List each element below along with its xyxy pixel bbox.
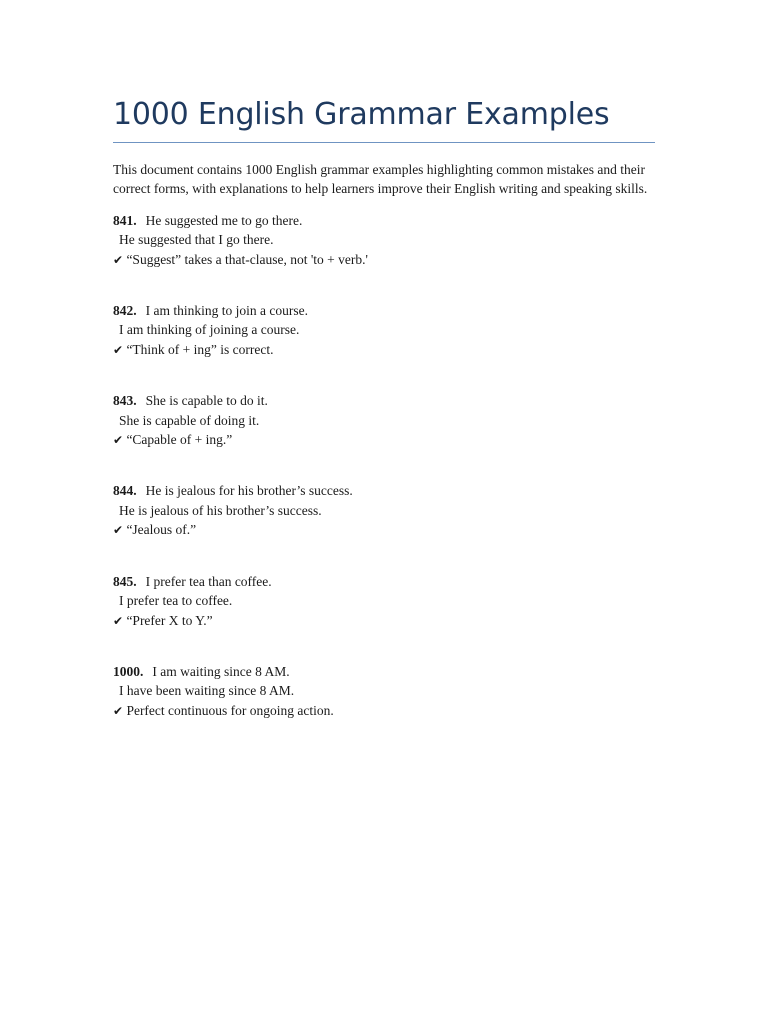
entry-number: 843. [113, 393, 137, 409]
grammar-entry [113, 211, 655, 270]
incorrect-sentence: I am thinking to join a course. [145, 303, 308, 319]
check-mark-icon: ✔ [113, 703, 124, 718]
explanation-line [113, 430, 655, 450]
explanation-text: “Prefer X to Y.” [126, 612, 213, 628]
incorrect-sentence: She is capable to do it. [145, 393, 268, 409]
incorrect-line [113, 481, 655, 500]
explanation-line [113, 340, 655, 360]
explanation-text: “Suggest” takes a that-clause, not 'to + verb.' [126, 251, 368, 267]
title-underline [113, 142, 655, 143]
grammar-entry [113, 572, 655, 631]
correct-sentence: She is capable of doing it. [119, 412, 260, 428]
check-mark-icon: ✔ [113, 613, 124, 628]
correct-sentence: I have been waiting since 8 AM. [119, 683, 295, 699]
explanation-line [113, 250, 655, 270]
explanation-text: “Think of + ing” is correct. [126, 341, 274, 357]
explanation-line [113, 611, 655, 631]
grammar-entry [113, 301, 655, 360]
correct-sentence: He is jealous of his brother’s success. [119, 502, 322, 518]
check-mark-icon: ✔ [113, 433, 124, 448]
correct-sentence: I am thinking of joining a course. [119, 322, 300, 338]
correct-sentence: I prefer tea to coffee. [119, 593, 233, 609]
intro-paragraph: This document contains 1000 English grammar examples highlighting common mistakes and their correct forms, with explanations to help learners improve their English writing and speaking skills. [113, 162, 648, 197]
incorrect-line [113, 662, 655, 681]
grammar-entry [113, 662, 655, 721]
document-page [113, 96, 655, 752]
incorrect-line [113, 391, 655, 410]
explanation-line [113, 520, 655, 540]
explanation-line [113, 701, 655, 721]
incorrect-line [113, 301, 655, 320]
entry-number: 844. [113, 483, 137, 499]
entry-number: 845. [113, 573, 137, 589]
check-mark-icon: ✔ [113, 523, 124, 538]
incorrect-sentence: He is jealous for his brother’s success. [145, 483, 353, 499]
explanation-text: “Jealous of.” [126, 522, 197, 538]
incorrect-line [113, 572, 655, 591]
check-mark-icon: ✔ [113, 252, 124, 267]
entry-number: 1000. [113, 663, 144, 679]
explanation-text: “Capable of + ing.” [126, 432, 233, 448]
document-title: 1000 English Grammar Examples [113, 97, 610, 132]
entry-number: 841. [113, 212, 137, 228]
grammar-entry [113, 481, 655, 540]
entry-number: 842. [113, 303, 137, 319]
correct-sentence: He suggested that I go there. [119, 232, 274, 248]
explanation-text: Perfect continuous for ongoing action. [126, 702, 334, 718]
grammar-entry [113, 391, 655, 450]
check-mark-icon: ✔ [113, 342, 124, 357]
incorrect-sentence: He suggested me to go there. [145, 212, 303, 228]
incorrect-line [113, 211, 655, 230]
incorrect-sentence: I am waiting since 8 AM. [152, 663, 290, 679]
incorrect-sentence: I prefer tea than coffee. [145, 573, 272, 589]
